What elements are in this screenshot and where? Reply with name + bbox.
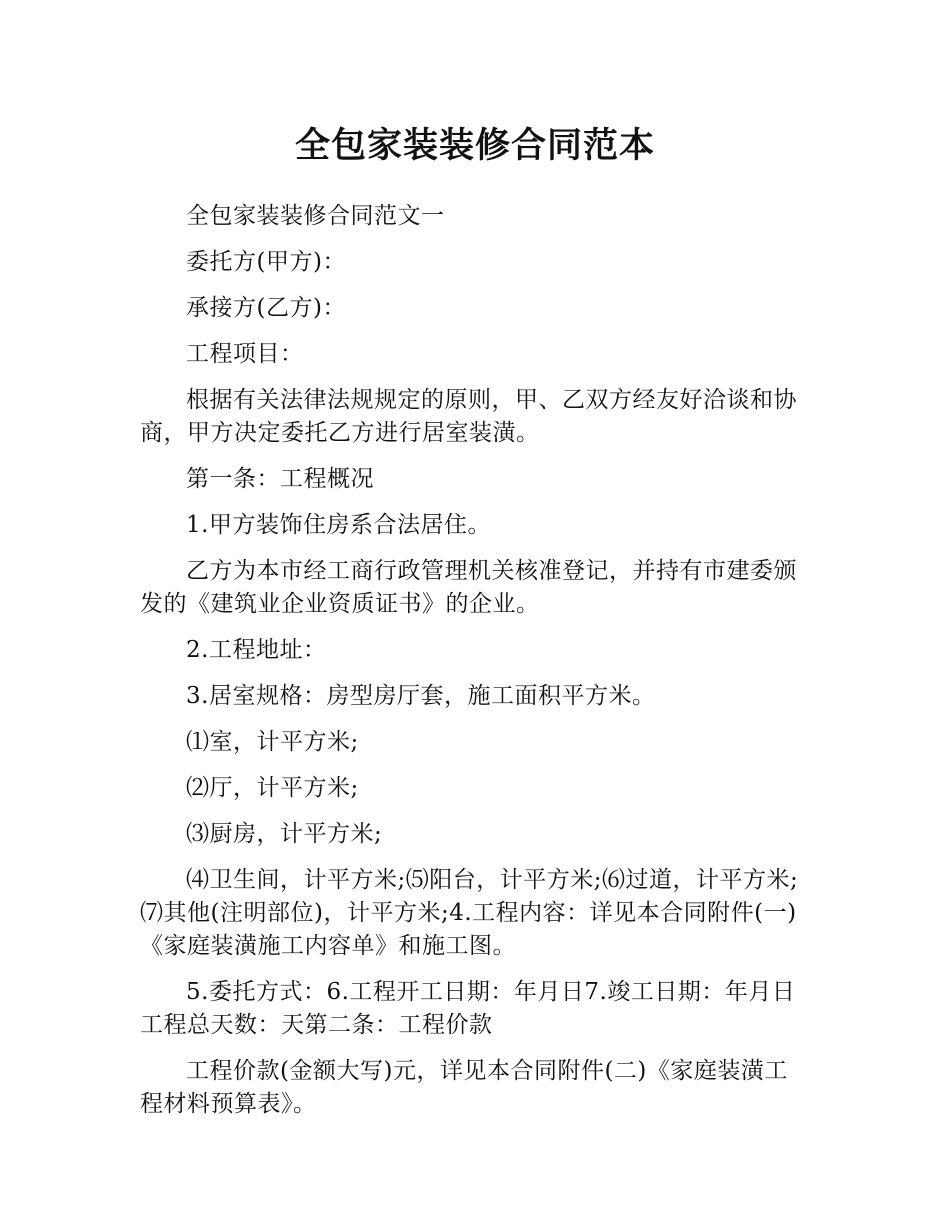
paragraph-party-b: 承接方(乙方)： xyxy=(186,295,346,321)
paragraph-item-3: 3.居室规格：房型房厅套，施工面积平方米。 xyxy=(186,683,656,709)
paragraph-item-2: 2.工程地址： xyxy=(186,637,327,663)
paragraph-contract-heading: 全包家装装修合同范文一 xyxy=(186,203,445,229)
document-body xyxy=(140,200,810,1134)
paragraph-item-1: 1.甲方装饰住房系合法居住。 xyxy=(186,512,491,538)
paragraph-party-a: 委托方(甲方)： xyxy=(186,249,346,275)
paragraph-kitchen: ⑶厨房，计平方米; xyxy=(186,821,383,847)
paragraph-price: 工程价款(金额大写)元，详见本合同附件(二)《家庭装潢工程材料预算表》。 xyxy=(140,1058,788,1117)
paragraph-schedule: 5.委托方式：6.工程开工日期：年月日7.竣工日期：年月日工程总天数：天第二条：工程价款 xyxy=(140,979,796,1038)
paragraph-room: ⑴室，计平方米; xyxy=(186,729,359,755)
paragraph-project: 工程项目： xyxy=(186,341,304,367)
document-title: 全包家装装修合同范本 xyxy=(294,126,655,166)
paragraph-hall: ⑵厅，计平方米; xyxy=(186,775,359,801)
paragraph-bathroom-and-others: ⑷卫生间，计平方米;⑸阳台，计平方米;⑹过道，计平方米;⑺其他(注明部位)，计平方米;4.工程内容：详见本合同附件(一)《家庭装潢施工内容单》和施工图。 xyxy=(140,867,799,959)
paragraph-contractor-qualification: 乙方为本市经工商行政管理机关核准登记，并持有市建委颁发的《建筑业企业资质证书》的企业。 xyxy=(140,558,797,617)
paragraph-article-1-heading: 第一条：工程概况 xyxy=(186,466,374,492)
paragraph-preamble: 根据有关法律法规规定的原则，甲、乙双方经友好洽谈和协商，甲方决定委托乙方进行居室装潢。 xyxy=(140,387,797,446)
